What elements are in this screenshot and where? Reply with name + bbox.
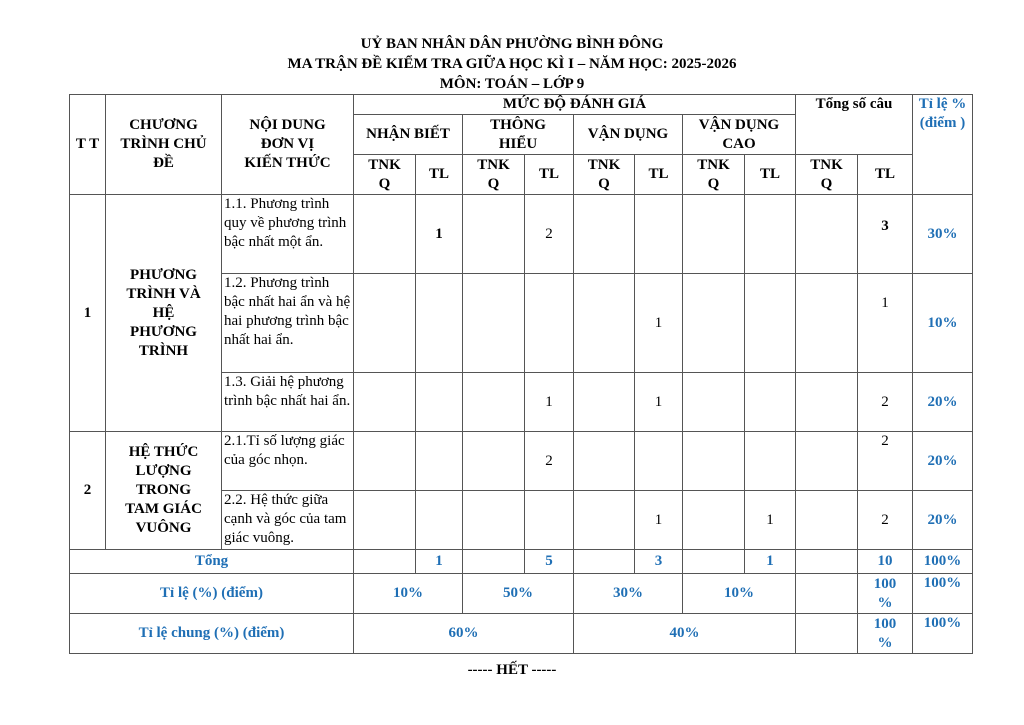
header-van-dung: VẬN DỤNG <box>574 115 683 155</box>
header-noi-dung: NỘI DUNG ĐƠN VỊ KIẾN THỨC <box>222 95 354 195</box>
ratio-general-tl: 100 % <box>858 614 913 654</box>
cell <box>416 274 463 373</box>
ratio-tnkq <box>796 574 858 614</box>
percent-cell: 20% <box>913 432 973 491</box>
cell <box>796 550 858 574</box>
topic-name: PHƯƠNG TRÌNH VÀ HỆ PHƯƠNG TRÌNH <box>106 195 222 432</box>
cell <box>796 432 858 491</box>
header-van-dung-cao: VẬN DỤNG CAO <box>683 115 796 155</box>
header-vdc-tnkq: TNK Q <box>683 155 745 195</box>
cell: 2 <box>858 491 913 550</box>
cell <box>635 432 683 491</box>
cell: 1 <box>635 274 683 373</box>
cell <box>463 432 525 491</box>
ratio-general-tnkq <box>796 614 858 654</box>
cell <box>683 373 745 432</box>
cell: 3 <box>635 550 683 574</box>
cell: 2 <box>525 195 574 274</box>
content-cell: 1.2. Phương trình bậc nhất hai ẩn và hệ hai phương trình bậc nhất hai ẩn. <box>222 274 354 373</box>
header-total-tl: TL <box>858 155 913 195</box>
ratio-van-dung: 30% <box>574 574 683 614</box>
table-row <box>70 432 973 491</box>
cell <box>574 195 635 274</box>
percent-cell: 30% <box>913 195 973 274</box>
percent-cell: 100% <box>913 550 973 574</box>
ratio-general-row <box>70 614 973 654</box>
cell <box>416 432 463 491</box>
cell <box>574 274 635 373</box>
header-vd-tnkq: TNK Q <box>574 155 635 195</box>
cell <box>745 432 796 491</box>
cell <box>525 491 574 550</box>
ratio-general-group-1: 60% <box>354 614 574 654</box>
cell <box>796 195 858 274</box>
assessment-matrix-table <box>69 94 973 654</box>
content-cell: 2.1.Tỉ số lượng giác của góc nhọn. <box>222 432 354 491</box>
header-nb-tnkq: TNK Q <box>354 155 416 195</box>
ratio-percent: 100% <box>913 574 973 614</box>
cell <box>525 274 574 373</box>
cell: 1 <box>635 373 683 432</box>
header-th-tl: TL <box>525 155 574 195</box>
cell <box>574 373 635 432</box>
content-cell: 1.3. Giải hệ phương trình bậc nhất hai ẩn. <box>222 373 354 432</box>
content-cell: 1.1. Phương trình quy về phương trình bậc nhất một ẩn. <box>222 195 354 274</box>
cell <box>745 274 796 373</box>
cell <box>796 491 858 550</box>
subject-title: MÔN: TOÁN – LỚP 9 <box>439 76 585 92</box>
header-vd-tl: TL <box>635 155 683 195</box>
cell <box>354 195 416 274</box>
cell <box>574 491 635 550</box>
ratio-label: Tỉ lệ (%) (điểm) <box>70 574 354 614</box>
header-chuong-trinh: CHƯƠNG TRÌNH CHỦ ĐỀ <box>106 95 222 195</box>
header-nb-tl: TL <box>416 155 463 195</box>
header-vdc-tl: TL <box>745 155 796 195</box>
cell: 2 <box>525 432 574 491</box>
cell: 1 <box>416 195 463 274</box>
cell <box>796 373 858 432</box>
cell <box>745 373 796 432</box>
cell <box>683 274 745 373</box>
header-total-tnkq: TNK Q <box>796 155 858 195</box>
header-thong-hieu: THÔNG HIỂU <box>463 115 574 155</box>
document-title: MA TRẬN ĐỀ KIỂM TRA GIỮA HỌC KÌ I – NĂM HỌC: 2025-2026 <box>287 56 737 72</box>
cell: 1 <box>635 491 683 550</box>
cell: 3 <box>858 195 913 274</box>
end-marker: ----- HẾT ----- <box>467 662 557 678</box>
cell <box>354 373 416 432</box>
topic-number: 1 <box>70 195 106 432</box>
topic-number: 2 <box>70 432 106 550</box>
cell <box>416 373 463 432</box>
cell: 1 <box>745 491 796 550</box>
ratio-row <box>70 574 973 614</box>
ratio-thong-hieu: 50% <box>463 574 574 614</box>
cell <box>574 550 635 574</box>
cell <box>745 195 796 274</box>
ratio-tl: 100 % <box>858 574 913 614</box>
header-tt: T T <box>70 95 106 195</box>
issuer-title: UỶ BAN NHÂN DÂN PHƯỜNG BÌNH ĐÔNG <box>360 36 664 52</box>
table-row <box>70 195 973 274</box>
cell: 1 <box>745 550 796 574</box>
cell: 1 <box>858 274 913 373</box>
cell <box>463 550 525 574</box>
header-tong-so-cau: Tổng số câu <box>796 95 913 155</box>
cell <box>796 274 858 373</box>
cell <box>354 550 416 574</box>
cell: 1 <box>525 373 574 432</box>
percent-cell: 20% <box>913 373 973 432</box>
cell <box>354 432 416 491</box>
cell <box>463 491 525 550</box>
totals-label: Tổng <box>70 550 354 574</box>
cell: 5 <box>525 550 574 574</box>
cell <box>683 550 745 574</box>
cell <box>463 373 525 432</box>
header-nhan-biet: NHẬN BIẾT <box>354 115 463 155</box>
ratio-van-dung-cao: 10% <box>683 574 796 614</box>
totals-row <box>70 550 973 574</box>
header-muc-do: MỨC ĐỘ ĐÁNH GIÁ <box>354 95 796 115</box>
ratio-general-group-2: 40% <box>574 614 796 654</box>
percent-cell: 10% <box>913 274 973 373</box>
percent-cell: 20% <box>913 491 973 550</box>
topic-name: HỆ THỨC LƯỢNG TRONG TAM GIÁC VUÔNG <box>106 432 222 550</box>
cell: 10 <box>858 550 913 574</box>
cell <box>416 491 463 550</box>
ratio-general-percent: 100% <box>913 614 973 654</box>
cell <box>574 432 635 491</box>
cell <box>683 195 745 274</box>
cell <box>635 195 683 274</box>
content-cell: 2.2. Hệ thức giữa cạnh và góc của tam giác vuông. <box>222 491 354 550</box>
header-th-tnkq: TNK Q <box>463 155 525 195</box>
cell <box>463 195 525 274</box>
cell <box>463 274 525 373</box>
cell <box>683 432 745 491</box>
cell <box>354 491 416 550</box>
cell: 2 <box>858 432 913 491</box>
cell: 1 <box>416 550 463 574</box>
ratio-general-label: Tỉ lệ chung (%) (điểm) <box>70 614 354 654</box>
ratio-nhan-biet: 10% <box>354 574 463 614</box>
cell <box>354 274 416 373</box>
header-ti-le: Tỉ lệ % (điểm ) <box>913 95 973 195</box>
cell <box>683 491 745 550</box>
cell: 2 <box>858 373 913 432</box>
